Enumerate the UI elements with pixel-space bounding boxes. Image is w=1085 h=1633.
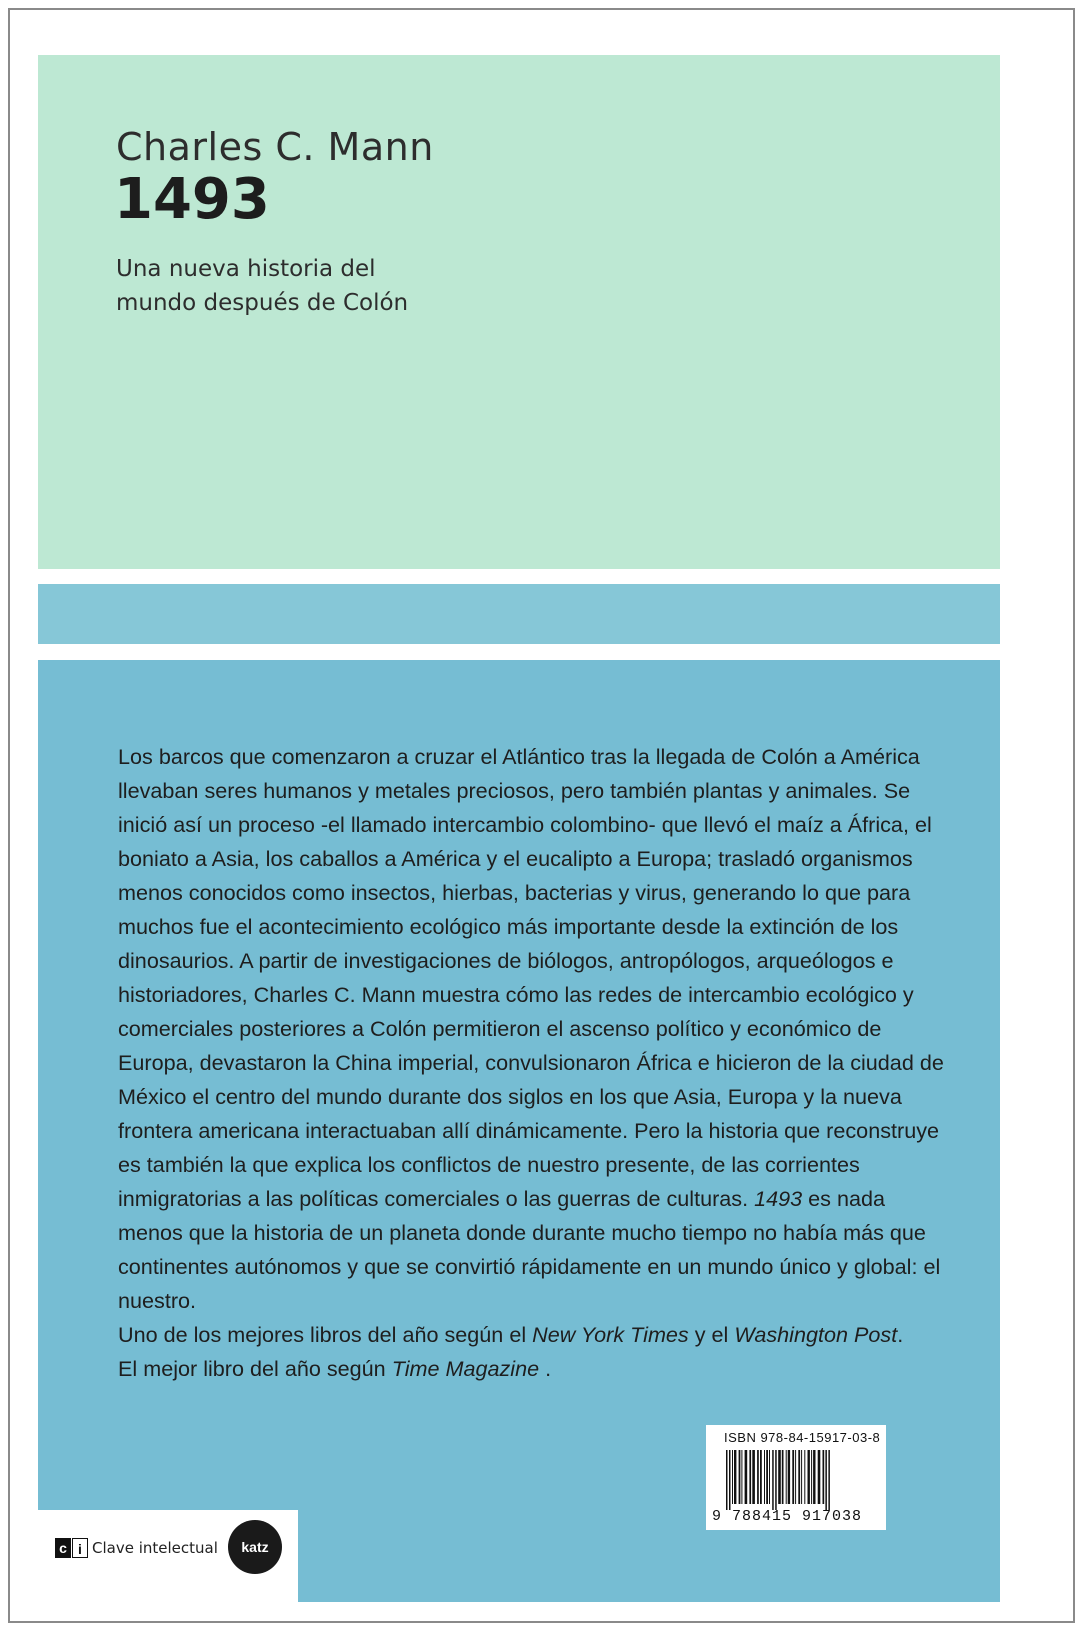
praise-1-prefix: Uno de los mejores libros del año según el bbox=[118, 1322, 533, 1347]
author-name: Charles C. Mann bbox=[116, 125, 434, 169]
barcode-bar bbox=[729, 1450, 731, 1510]
praise-2-prefix: El mejor libro del año según bbox=[118, 1356, 392, 1381]
ci-letter-c: c bbox=[55, 1538, 71, 1558]
synopsis-title-reference: 1493 bbox=[754, 1186, 803, 1211]
collection-name: Clave intelectual bbox=[92, 1539, 218, 1557]
praise-2-publication-time: Time Magazine bbox=[391, 1356, 540, 1381]
praise-1-mid: y el bbox=[688, 1322, 735, 1347]
barcode-bar bbox=[808, 1450, 810, 1504]
barcode-bar bbox=[745, 1450, 748, 1504]
barcode-digits: 9 788415 917038 bbox=[712, 1508, 863, 1525]
divider-band bbox=[38, 584, 1000, 644]
praise-2-suffix: . bbox=[539, 1356, 552, 1381]
synopsis-paragraph bbox=[118, 740, 950, 1318]
barcode-icon bbox=[724, 1450, 874, 1510]
barcode-bar bbox=[749, 1450, 751, 1504]
barcode-bar bbox=[769, 1450, 770, 1504]
barcode-bar bbox=[818, 1450, 821, 1504]
barcode-bar bbox=[734, 1450, 736, 1504]
barcode-bar bbox=[775, 1450, 777, 1510]
barcode-bar bbox=[786, 1450, 787, 1504]
barcode-bar bbox=[811, 1450, 812, 1504]
praise-line-1 bbox=[118, 1318, 950, 1352]
barcode-bar bbox=[825, 1450, 827, 1510]
barcode-bar bbox=[764, 1450, 765, 1504]
synopsis-part-2: es nada menos que la historia de un planeta donde durante mucho tiempo no había más que continentes autónomos y que se convirtió rápidamente en un mundo único y global: el nuestro. bbox=[118, 1186, 941, 1313]
barcode-bar bbox=[760, 1450, 762, 1504]
book-title: 1493 bbox=[114, 167, 270, 232]
barcode-bar bbox=[757, 1450, 759, 1504]
praise-1-publication-nyt: New York Times bbox=[532, 1322, 689, 1347]
barcode-bar bbox=[804, 1450, 805, 1504]
katz-logo-icon: katz bbox=[228, 1520, 282, 1574]
subtitle-line-1: Una nueva historia del bbox=[116, 256, 376, 282]
isbn-label: ISBN 978-84-15917-03-8 bbox=[724, 1430, 881, 1445]
barcode-bar bbox=[782, 1450, 784, 1504]
synopsis-part-1: Los barcos que comenzaron a cruzar el Atlántico tras la llegada de Colón a América llevaban seres humanos y metales preciosos, pero también plantas y animales. Se inició así un proceso -el llamado intercambio colombino- que llevó el maíz a África, el boniato a Asia, los caballos a América y el eucalipto a Europa; trasladó organismos menos conocidos como insectos, hierbas, bacterias y virus, generando lo que para muchos fue el acontecimiento ecológico más importante desde la extinción de los dinosaurios. A partir de investigaciones de biólogos, antropólogos, arqueólogos e historiadores, Charles C. Mann muestra cómo las redes de intercambio ecológico y comerciales posteriores a Colón permitieron el ascenso político y económico de Europa, devastaron la China imperial, convulsionaron África e hicieron de la ciudad de México el centro del mundo durante dos siglos en los que Asia, Europa y la nueva frontera americana interactuaban allí dinámicamente. Pero la historia que reconstruye es también la que explica los conflictos de nuestro presente, de las corrientes inmigratorias a las políticas comerciales o las guerras de culturas. bbox=[118, 744, 944, 1211]
barcode-bar bbox=[726, 1450, 728, 1510]
barcode-bar bbox=[732, 1450, 733, 1504]
clave-intelectual-logo-icon bbox=[55, 1538, 88, 1558]
barcode-bar bbox=[828, 1450, 830, 1510]
barcode-bar bbox=[795, 1450, 796, 1504]
barcode-bar bbox=[788, 1450, 790, 1504]
barcode-bar bbox=[813, 1450, 815, 1504]
barcode-bar bbox=[741, 1450, 742, 1504]
book-subtitle bbox=[116, 252, 408, 320]
praise-1-publication-wapo: Washington Post bbox=[734, 1322, 898, 1347]
praise-1-suffix: . bbox=[897, 1322, 904, 1347]
barcode-bar bbox=[792, 1450, 794, 1504]
praise-line-2 bbox=[118, 1352, 950, 1386]
barcode-bar bbox=[823, 1450, 825, 1504]
barcode-bar bbox=[801, 1450, 802, 1504]
barcode-bar bbox=[766, 1450, 768, 1504]
barcode-bar bbox=[778, 1450, 781, 1504]
ci-letter-i: i bbox=[72, 1538, 88, 1558]
barcode-bar bbox=[739, 1450, 741, 1504]
subtitle-line-2: mundo después de Colón bbox=[116, 290, 409, 316]
barcode-bar bbox=[772, 1450, 774, 1510]
barcode-bar bbox=[752, 1450, 755, 1504]
synopsis-text bbox=[118, 740, 950, 1386]
barcode-bar bbox=[798, 1450, 800, 1504]
